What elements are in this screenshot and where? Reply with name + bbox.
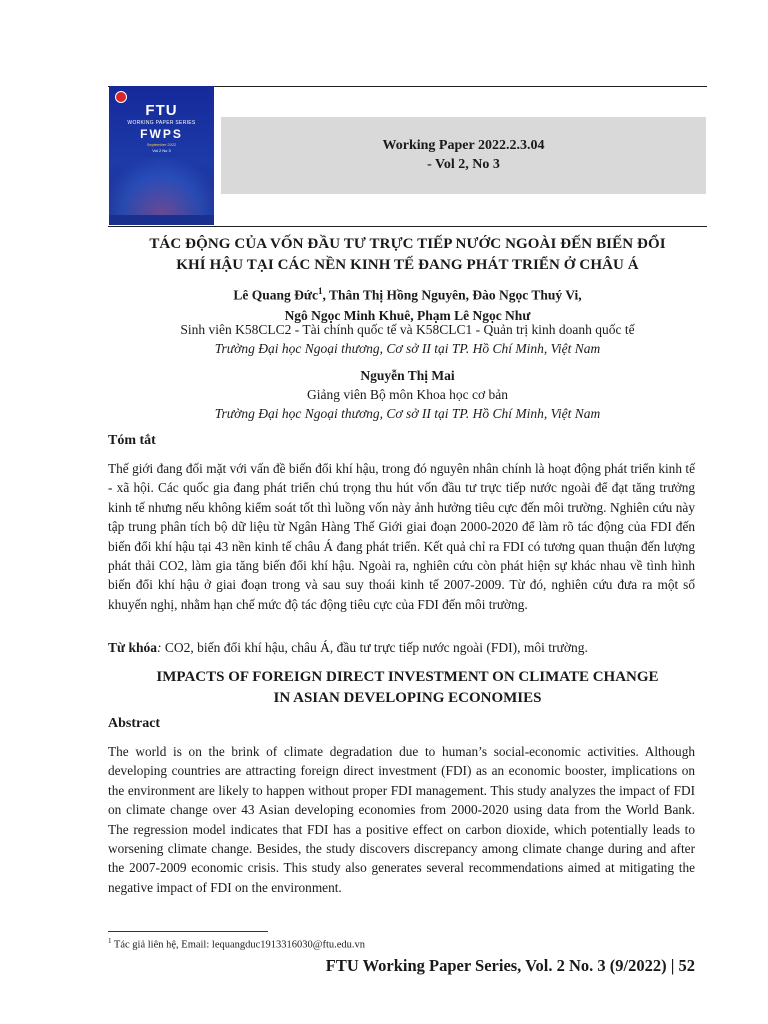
affiliation-institution-2: Trường Đại học Ngoại thương, Cơ sở II tại TP. Hồ Chí Minh, Việt Nam [214, 406, 601, 421]
affiliation-institution: Trường Đại học Ngoại thương, Cơ sở II tại TP. Hồ Chí Minh, Việt Nam [214, 341, 601, 356]
second-author: Nguyễn Thị Mai [360, 368, 455, 383]
english-title-line1: IMPACTS OF FOREIGN DIRECT INVESTMENT ON CLIMATE CHANGE [156, 669, 659, 685]
vietnamese-title-line2: KHÍ HẬU TẠI CÁC NỀN KINH TẾ ĐANG PHÁT TRIỂN Ở CHÂU Á [176, 257, 639, 273]
affiliation-program: Sinh viên K58CLC2 - Tài chính quốc tế và K58CLC1 - Quản trị kinh doanh quốc tế [180, 322, 635, 337]
author-list-line2: Ngô Ngọc Minh Khuê, Phạm Lê Ngọc Như [284, 307, 531, 323]
keywords-colon: : [157, 640, 162, 655]
cover-title: FTU [145, 102, 178, 119]
author-affiliation-1 [108, 320, 707, 358]
author-affiliation-2 [108, 385, 707, 423]
abstract-heading: Abstract [108, 716, 161, 731]
corresponding-author: Lê Quang Đức [233, 287, 318, 303]
keywords-label: Từ khóa [108, 640, 157, 655]
tom-tat-text: Thế giới đang đối mặt với vấn đề biến đổi khí hậu, trong đó nguyên nhân chính là hoạt động phát triển kinh tế - xã hội. Các quốc gia đang phát triển chú trọng thu hút vốn đầu tư trực tiếp nước ngoài để đạt tăng trưởng kinh tế nhưng nếu không kiểm soát tốt thì luồng vốn này ảnh hưởng tiêu cực đến môi trường. Nghiên cứu này tập trung phân tích bộ dữ liệu từ Ngân Hàng Thế Giới giai đoạn 2000-2020 để làm rõ tác động của FDI đến biến đổi khí hậu tại 43 nền kinh tế châu Á đang phát triển. Kết quả chỉ ra FDI có tương quan thuận đến lượng phát thải CO2, làm gia tăng biến đổi khí hậu. Ngoài ra, nghiên cứu còn phát hiện sự khác nhau về tình hình biến đổi khí hậu ở giai đoạn trong và sau suy thoái kinh tế 2007-2009. Từ đó, nghiên cứu đưa ra một số khuyến nghị, nhằm hạn chế mức độ tác động tiêu cực của FDI đến môi trường. [108, 461, 695, 612]
english-title-line2: IN ASIAN DEVELOPING ECONOMIES [273, 690, 542, 706]
keywords-text: CO2, biến đổi khí hậu, châu Á, đầu tư trực tiếp nước ngoài (FDI), môi trường. [161, 640, 588, 655]
cover-date: September 2022 [146, 142, 177, 147]
journal-cover-image [109, 86, 214, 225]
working-paper-volume: - Vol 2, No 3 [427, 157, 500, 172]
vietnamese-title-line1: TÁC ĐỘNG CỦA VỐN ĐẦU TƯ TRỰC TIẾP NƯỚC NGOÀI ĐẾN BIẾN ĐỔI [149, 236, 666, 252]
footnote-mark: 1 [317, 286, 323, 296]
working-paper-number: Working Paper 2022.2.3.04 [382, 138, 545, 153]
keywords-line [108, 640, 588, 656]
abstract-text: The world is on the brink of climate degradation due to human’s social-economic activities. Although developing countries are attracting foreign direct investment (FDI) as an economic booster, implications on the environment are likely to happen without proper FDI management. This study analyzes the impact of FDI on climate change over 43 Asian developing economies from 2000-2020 using data from the World Bank. The regression model indicates that FDI has a positive effect on carbon dioxide, which potentially leads to worsening climate change. Besides, the study discovers discrepancy among climate change during and after the 2007-2009 economic crisis. This study also generates several recommendations aimed at mitigating the negative impact of FDI on the environment. [108, 744, 695, 895]
author-list-line1: , Thân Thị Hồng Nguyên, Đào Ngọc Thuý Vi, [322, 287, 582, 303]
cover-volume: Vol 2 No 3 [152, 148, 171, 153]
tom-tat-heading: Tóm tắt [108, 433, 156, 448]
english-title [108, 667, 707, 709]
footnote-text: Tác giả liên hệ, Email: lequangduc1913316030@ftu.edu.vn [111, 939, 366, 951]
footnote-number: 1 [108, 937, 112, 945]
cover-code: FWPS [140, 127, 183, 141]
cover-series: WORKING PAPER SERIES [127, 120, 196, 126]
working-paper-header [221, 117, 706, 194]
vietnamese-title [108, 234, 707, 276]
header-bottom-rule [108, 226, 707, 227]
footnote-rule [108, 931, 268, 932]
footnote [108, 937, 365, 951]
affiliation-department: Giảng viên Bộ môn Khoa học cơ bản [307, 387, 508, 402]
author-list [108, 281, 707, 326]
cover-wave-graphic [109, 155, 214, 215]
running-footer: FTU Working Paper Series, Vol. 2 No. 3 (9/2022) | 52 [325, 956, 695, 975]
